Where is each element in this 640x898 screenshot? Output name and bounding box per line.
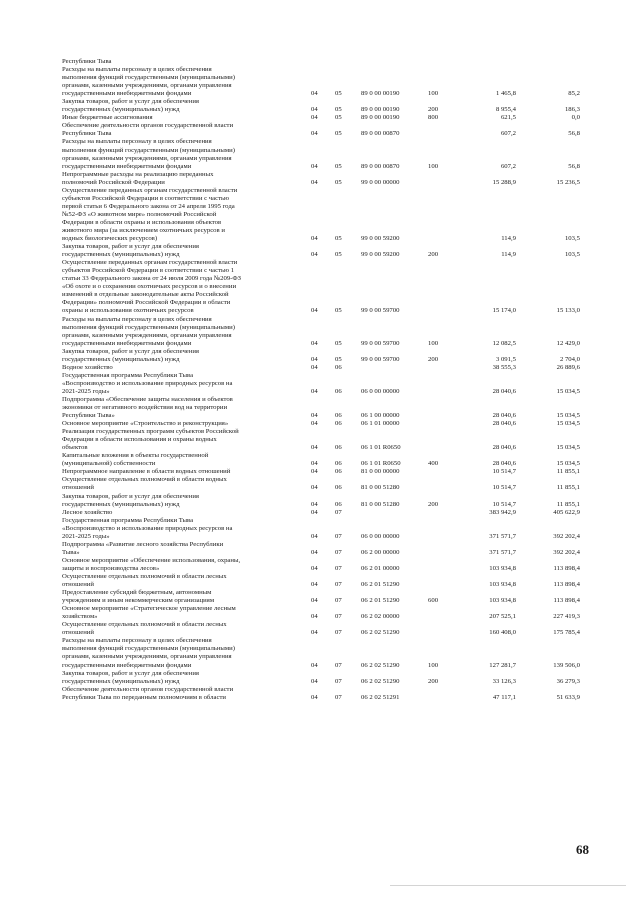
amount-year-1: 160 408,0 (489, 629, 516, 637)
amount-year-1: 33 126,3 (492, 677, 516, 685)
expense-type-code: 100 (428, 661, 439, 669)
amount-year-2: 103,5 (564, 235, 580, 243)
amount-year-2: 15 236,5 (556, 178, 580, 186)
subsection-code: 06 (335, 460, 342, 468)
target-article-code: 81 0 00 51280 (361, 500, 400, 508)
amount-year-2: 15 034,5 (556, 420, 580, 428)
amount-year-1: 114,9 (501, 235, 516, 243)
target-article-code: 06 1 01 R0650 (361, 460, 401, 468)
subsection-code: 07 (335, 597, 342, 605)
amount-year-1: 103 934,8 (489, 597, 516, 605)
target-article-code: 99 0 00 59200 (361, 251, 400, 259)
row-name: Закупка товаров, работ и услуг для обеспечения государственных (муниципальных) нужд (62, 98, 200, 114)
section-code: 04 (311, 613, 318, 621)
table-row (62, 114, 602, 122)
amount-year-2: 186,3 (564, 106, 580, 114)
row-name: Подпрограмма «Обеспечение защиты населения и объектов экономики от негативного воздействия вод на территории Республики Тыва» (62, 395, 233, 420)
section-code: 04 (311, 564, 318, 572)
target-article-code: 06 2 01 51290 (361, 597, 400, 605)
section-code: 04 (311, 484, 318, 492)
section-code: 04 (311, 130, 318, 138)
target-article-code: 06 1 01 R0650 (361, 444, 401, 452)
section-code: 04 (311, 307, 318, 315)
row-name: Закупка товаров, работ и услуг для обеспечения государственных (муниципальных) нужд (62, 669, 200, 685)
amount-year-2: 139 506,0 (553, 661, 580, 669)
row-name: Осуществление отдельных полномочий в области лесных отношений (62, 621, 227, 637)
table-row (62, 243, 602, 259)
amount-year-2: 113 898,4 (553, 564, 580, 572)
subsection-code: 05 (335, 339, 342, 347)
amount-year-2: 26 889,6 (556, 363, 580, 371)
amount-year-2: 2 704,0 (559, 355, 580, 363)
target-article-code: 06 0 00 00000 (361, 387, 400, 395)
subsection-code: 07 (335, 629, 342, 637)
amount-year-2: 405 622,9 (553, 508, 580, 516)
amount-year-2: 15 034,5 (556, 412, 580, 420)
amount-year-2: 113 898,4 (553, 597, 580, 605)
table-row (62, 637, 602, 669)
subsection-code: 05 (335, 130, 342, 138)
target-article-code: 89 0 00 00870 (361, 162, 400, 170)
amount-year-1: 3 091,5 (495, 355, 516, 363)
amount-year-2: 11 855,1 (556, 484, 580, 492)
table-row (62, 589, 602, 605)
subsection-code: 05 (335, 90, 342, 98)
section-code: 04 (311, 355, 318, 363)
target-article-code: 81 0 00 51280 (361, 484, 400, 492)
row-name: Расходы на выплаты персоналу в целях обеспечения выполнения функций государственными (муниципальными) органами, казенными учреждениями, органами управления государственными внебюджетными фондами (62, 66, 235, 98)
row-name: Республики Тыва (62, 58, 112, 65)
subsection-code: 07 (335, 548, 342, 556)
section-code: 04 (311, 106, 318, 114)
target-article-code: 06 2 02 51290 (361, 629, 400, 637)
subsection-code: 05 (335, 178, 342, 186)
amount-year-1: 28 040,6 (492, 412, 516, 420)
table-row (62, 396, 602, 420)
amount-year-1: 38 555,3 (492, 363, 516, 371)
section-code: 04 (311, 235, 318, 243)
expense-type-code: 200 (428, 251, 439, 259)
subsection-code: 07 (335, 508, 342, 516)
row-name: Осуществление переданных органам государственной власти субъектов Российской Федерации в соответствии с частью первой статьи 6 Федерального закона от 24 апреля 1995 года №52-ФЗ «О животном мире» полномочий Российской Федерации в области охраны и использования объектов животного мира (за исключением охотничьих ресурсов и водных биологических ресурсов) (62, 186, 238, 243)
section-code: 04 (311, 339, 318, 347)
amount-year-2: 15 034,5 (556, 387, 580, 395)
amount-year-2: 175 785,4 (553, 629, 580, 637)
row-name: Расходы на выплаты персоналу в целях обеспечения выполнения функций государственными (муниципальными) органами, казенными учреждениями, органами управления государственными внебюджетными фондами (62, 315, 235, 347)
section-code: 04 (311, 693, 318, 701)
target-article-code: 06 2 01 00000 (361, 564, 400, 572)
amount-year-1: 15 288,9 (492, 178, 516, 186)
subsection-code: 06 (335, 468, 342, 476)
amount-year-1: 607,2 (500, 130, 516, 138)
target-article-code: 89 0 00 00190 (361, 90, 400, 98)
amount-year-1: 28 040,6 (492, 420, 516, 428)
subsection-code: 07 (335, 661, 342, 669)
amount-year-2: 11 855,1 (556, 468, 580, 476)
row-name: Закупка товаров, работ и услуг для обеспечения государственных (муниципальных) нужд (62, 492, 200, 508)
row-name: Основное мероприятие «Стратегическое управление лесным хозяйством» (62, 605, 236, 621)
target-article-code: 89 0 00 00190 (361, 114, 400, 122)
expense-type-code: 100 (428, 162, 439, 170)
amount-year-2: 392 202,4 (553, 548, 580, 556)
expense-type-code: 200 (428, 500, 439, 508)
table-row (62, 541, 602, 557)
expense-type-code: 400 (428, 460, 439, 468)
table-row (62, 509, 602, 517)
expense-type-code: 600 (428, 597, 439, 605)
section-code: 04 (311, 500, 318, 508)
subsection-code: 06 (335, 444, 342, 452)
table-row (62, 573, 602, 589)
amount-year-1: 28 040,6 (492, 460, 516, 468)
expense-type-code: 100 (428, 90, 439, 98)
amount-year-1: 1 465,8 (495, 90, 516, 98)
amount-year-2: 12 429,0 (556, 339, 580, 347)
subsection-code: 07 (335, 693, 342, 701)
row-name: Иные бюджетные ассигнования (62, 114, 153, 122)
section-code: 04 (311, 444, 318, 452)
amount-year-2: 36 279,3 (556, 677, 580, 685)
subsection-code: 05 (335, 114, 342, 122)
table-row (62, 58, 602, 66)
row-name: Лесное хозяйство (62, 508, 113, 516)
section-code: 04 (311, 412, 318, 420)
section-code: 04 (311, 468, 318, 476)
table-row (62, 364, 602, 372)
table-row (62, 171, 602, 187)
expense-type-code: 200 (428, 677, 439, 685)
target-article-code: 89 0 00 00190 (361, 106, 400, 114)
subsection-code: 07 (335, 532, 342, 540)
subsection-code: 05 (335, 307, 342, 315)
row-name: Государственная программа Республики Тыва «Воспроизводство и использование природных ресурсов на 2021-2025 годы» (62, 371, 233, 395)
table-row (62, 493, 602, 509)
target-article-code: 81 0 00 00000 (361, 468, 400, 476)
table-row (62, 316, 602, 348)
amount-year-1: 8 955,4 (495, 106, 516, 114)
scan-edge-line (390, 885, 626, 886)
target-article-code: 99 0 00 59700 (361, 339, 400, 347)
amount-year-1: 47 117,1 (492, 693, 516, 701)
table-row (62, 605, 602, 621)
section-code: 04 (311, 508, 318, 516)
amount-year-2: 103,5 (564, 251, 580, 259)
subsection-code: 05 (335, 106, 342, 114)
table-row (62, 66, 602, 98)
amount-year-1: 607,2 (500, 162, 516, 170)
subsection-code: 07 (335, 564, 342, 572)
row-name: Реализация государственных программ субъектов Российской Федерации в области использования и охраны водных объектов (62, 428, 239, 452)
section-code: 04 (311, 460, 318, 468)
table-row (62, 476, 602, 492)
table-row (62, 348, 602, 364)
amount-year-1: 15 174,0 (492, 307, 516, 315)
target-article-code: 06 2 02 51291 (361, 693, 400, 701)
section-code: 04 (311, 387, 318, 395)
amount-year-2: 15 133,0 (556, 307, 580, 315)
section-code: 04 (311, 532, 318, 540)
table-row (62, 621, 602, 637)
target-article-code: 89 0 00 00870 (361, 130, 400, 138)
subsection-code: 06 (335, 363, 342, 371)
table-row (62, 372, 602, 396)
section-code: 04 (311, 363, 318, 371)
section-code: 04 (311, 178, 318, 186)
target-article-code: 99 0 00 00000 (361, 178, 400, 186)
row-name: Расходы на выплаты персоналу в целях обеспечения выполнения функций государственными (муниципальными) органами, казенными учреждениями, органами управления государственными внебюджетными фондами (62, 138, 235, 170)
target-article-code: 99 0 00 59700 (361, 355, 400, 363)
row-name: Предоставление субсидий бюджетным, автономным учреждениям и иным некоммерческим организациям (62, 589, 215, 605)
section-code: 04 (311, 661, 318, 669)
amount-year-1: 10 514,7 (492, 468, 516, 476)
target-article-code: 06 2 02 51290 (361, 661, 400, 669)
section-code: 04 (311, 677, 318, 685)
table-row (62, 517, 602, 541)
row-name: Обеспечение деятельности органов государственной власти Республики Тыва (62, 122, 234, 138)
target-article-code: 06 2 01 51290 (361, 581, 400, 589)
row-name: Непрограммные расходы на реализацию переданных полномочий Российской Федерации (62, 170, 214, 186)
amount-year-2: 392 202,4 (553, 532, 580, 540)
section-code: 04 (311, 597, 318, 605)
row-name: Основное мероприятие «Обеспечение использования, охраны, защиты и воспроизводства лесов» (62, 556, 241, 572)
table-row (62, 122, 602, 138)
target-article-code: 06 1 00 00000 (361, 412, 400, 420)
amount-year-1: 127 281,7 (489, 661, 516, 669)
amount-year-1: 28 040,6 (492, 387, 516, 395)
row-name: Осуществление переданных органам государственной власти субъектов Российской Федерации в соответствии с частью 1 статьи 33 Федерального закона от 24 июля 2009 года №209-ФЗ «Об охоте и о сохранении охотничьих ресурсов и о внесении изменений в отдельные законодательные акты Российской Федерации» полномочий Российской Федерации в области охраны и использования охотничьих ресурсов (62, 259, 242, 315)
amount-year-1: 383 942,9 (489, 508, 516, 516)
expense-type-code: 200 (428, 106, 439, 114)
row-name: Капитальные вложения в объекты государственной (муниципальной) собственности (62, 452, 209, 468)
amount-year-1: 12 082,5 (492, 339, 516, 347)
row-name: Расходы на выплаты персоналу в целях обеспечения выполнения функций государственными (муниципальными) органами, казенными учреждениями, органами управления государственными внебюджетными фондами (62, 637, 235, 669)
row-name: Водное хозяйство (62, 363, 113, 371)
table-row (62, 686, 602, 702)
subsection-code: 05 (335, 162, 342, 170)
table-row (62, 670, 602, 686)
amount-year-2: 0,0 (571, 114, 580, 122)
table-row (62, 138, 602, 170)
section-code: 04 (311, 548, 318, 556)
row-name: Непрограммное направление в области водных отношений (62, 468, 231, 476)
table-row (62, 452, 602, 468)
subsection-code: 06 (335, 412, 342, 420)
subsection-code: 05 (335, 251, 342, 259)
subsection-code: 06 (335, 387, 342, 395)
subsection-code: 07 (335, 613, 342, 621)
target-article-code: 06 2 00 00000 (361, 548, 400, 556)
subsection-code: 06 (335, 420, 342, 428)
row-name: Основное мероприятие «Строительство и реконструкция» (62, 420, 229, 428)
row-name: Закупка товаров, работ и услуг для обеспечения государственных (муниципальных) нужд (62, 243, 200, 259)
table-row (62, 428, 602, 452)
section-code: 04 (311, 251, 318, 259)
amount-year-1: 10 514,7 (492, 484, 516, 492)
section-code: 04 (311, 420, 318, 428)
row-name: Подпрограмма «Развитие лесного хозяйства Республики Тыва» (62, 540, 224, 556)
row-name: Закупка товаров, работ и услуг для обеспечения государственных (муниципальных) нужд (62, 347, 200, 363)
section-code: 04 (311, 162, 318, 170)
amount-year-2: 227 419,3 (553, 613, 580, 621)
amount-year-1: 103 934,8 (489, 564, 516, 572)
target-article-code: 06 2 02 00000 (361, 613, 400, 621)
amount-year-1: 621,5 (500, 114, 516, 122)
row-name: Государственная программа Республики Тыва «Воспроизводство и использование природных ресурсов на 2021-2025 годы» (62, 516, 233, 540)
amount-year-2: 56,8 (568, 130, 580, 138)
budget-table (62, 58, 602, 702)
section-code: 04 (311, 629, 318, 637)
amount-year-2: 85,2 (568, 90, 580, 98)
table-row (62, 259, 602, 315)
amount-year-1: 207 525,1 (489, 613, 516, 621)
subsection-code: 05 (335, 235, 342, 243)
expense-type-code: 200 (428, 355, 439, 363)
subsection-code: 06 (335, 484, 342, 492)
amount-year-2: 51 633,9 (556, 693, 580, 701)
amount-year-1: 28 040,6 (492, 444, 516, 452)
page-number: 68 (576, 842, 589, 857)
row-name: Осуществление отдельных полномочий в области водных отношений (62, 476, 227, 492)
expense-type-code: 100 (428, 339, 439, 347)
table-row (62, 98, 602, 114)
amount-year-1: 371 571,7 (489, 532, 516, 540)
amount-year-2: 56,8 (568, 162, 580, 170)
section-code: 04 (311, 581, 318, 589)
table-row (62, 468, 602, 476)
expense-type-code: 800 (428, 114, 439, 122)
amount-year-2: 113 898,4 (553, 581, 580, 589)
subsection-code: 05 (335, 355, 342, 363)
table-row (62, 187, 602, 243)
subsection-code: 07 (335, 581, 342, 589)
target-article-code: 99 0 00 59700 (361, 307, 400, 315)
section-code: 04 (311, 90, 318, 98)
target-article-code: 99 0 00 59200 (361, 235, 400, 243)
amount-year-1: 114,9 (501, 251, 516, 259)
amount-year-1: 371 571,7 (489, 548, 516, 556)
row-name: Обеспечение деятельности органов государственной власти Республики Тыва по переданным полномочиям в области (62, 685, 234, 701)
subsection-code: 07 (335, 677, 342, 685)
amount-year-2: 15 034,5 (556, 460, 580, 468)
row-name: Осуществление отдельных полномочий в области лесных отношений (62, 573, 227, 589)
target-article-code: 06 1 01 00000 (361, 420, 400, 428)
amount-year-1: 10 514,7 (492, 500, 516, 508)
section-code: 04 (311, 114, 318, 122)
amount-year-2: 15 034,5 (556, 444, 580, 452)
table-row (62, 420, 602, 428)
table-row (62, 557, 602, 573)
amount-year-2: 11 855,1 (556, 500, 580, 508)
amount-year-1: 103 934,8 (489, 581, 516, 589)
subsection-code: 06 (335, 500, 342, 508)
target-article-code: 06 2 02 51290 (361, 677, 400, 685)
target-article-code: 06 0 00 00000 (361, 532, 400, 540)
